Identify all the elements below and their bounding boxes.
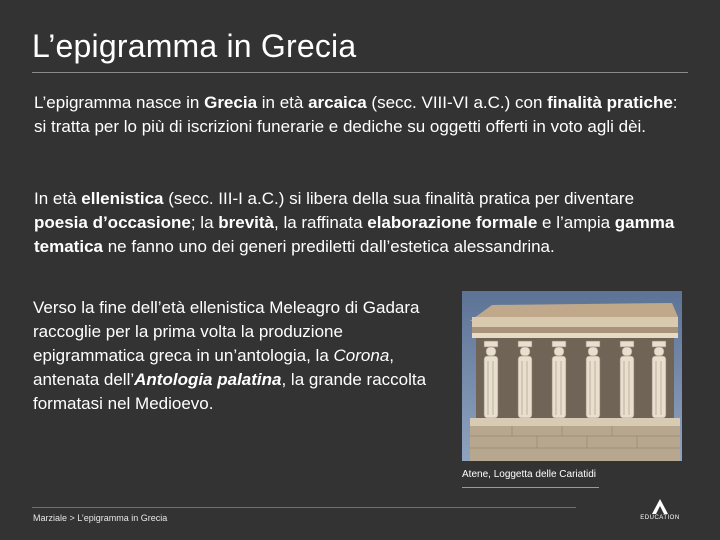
- text-run: , antenata dell’: [33, 346, 395, 389]
- text-run: : si tratta per lo più di iscrizioni funerarie e dediche su oggetti offerti in voto agli dèi.: [34, 93, 678, 136]
- text-run: poesia d’occasione: [34, 213, 191, 232]
- page-title: L’epigramma in Grecia: [32, 28, 357, 64]
- text-run: Verso la fine dell’età ellenistica Meleagro di Gadara raccoglie per la prima volta la produzione epigrammatica greca in un’antologia, la: [33, 298, 420, 365]
- text-run: elaborazione formale: [367, 213, 538, 232]
- text-run: e l’ampia: [537, 213, 615, 232]
- text-run: (secc. III-I a.C.) si libera della sua finalità pratica per diventare: [163, 189, 635, 208]
- text-run: arcaica: [308, 93, 367, 112]
- paragraph-arcaica: [34, 91, 684, 139]
- text-run: gamma tematica: [34, 213, 675, 256]
- title-divider: [32, 72, 688, 73]
- text-run: Corona: [333, 346, 390, 365]
- text-run: L’epigramma nasce in: [34, 93, 205, 112]
- caryatids-photo: [462, 291, 682, 461]
- text-run: , la raffinata: [274, 213, 368, 232]
- text-run: Grecia: [204, 93, 258, 112]
- text-run: ; la: [190, 213, 219, 232]
- publisher-logo-icon: [636, 498, 684, 524]
- text-run: Antologia palatina: [134, 370, 282, 389]
- text-run: (secc. VIII-VI a.C.) con: [366, 93, 548, 112]
- caption-divider: [462, 487, 599, 488]
- text-run: brevità: [218, 213, 274, 232]
- breadcrumb: Marziale > L’epigramma in Grecia: [33, 513, 168, 523]
- text-run: ne fanno uno dei generi prediletti dall’estetica alessandrina.: [102, 237, 555, 256]
- logo-text: EDUCATION: [640, 515, 680, 521]
- footer-divider: [32, 507, 576, 508]
- text-run: ellenistica: [81, 189, 164, 208]
- image-caption: Atene, Loggetta delle Cariatidi: [462, 469, 596, 480]
- paragraph-ellenistica: [34, 187, 684, 259]
- text-run: , la grande raccolta formatasi nel Medioevo.: [33, 370, 427, 413]
- text-run: in età: [257, 93, 309, 112]
- paragraph-meleagro: [33, 296, 443, 416]
- text-run: In età: [34, 189, 82, 208]
- text-run: finalità pratiche: [547, 93, 673, 112]
